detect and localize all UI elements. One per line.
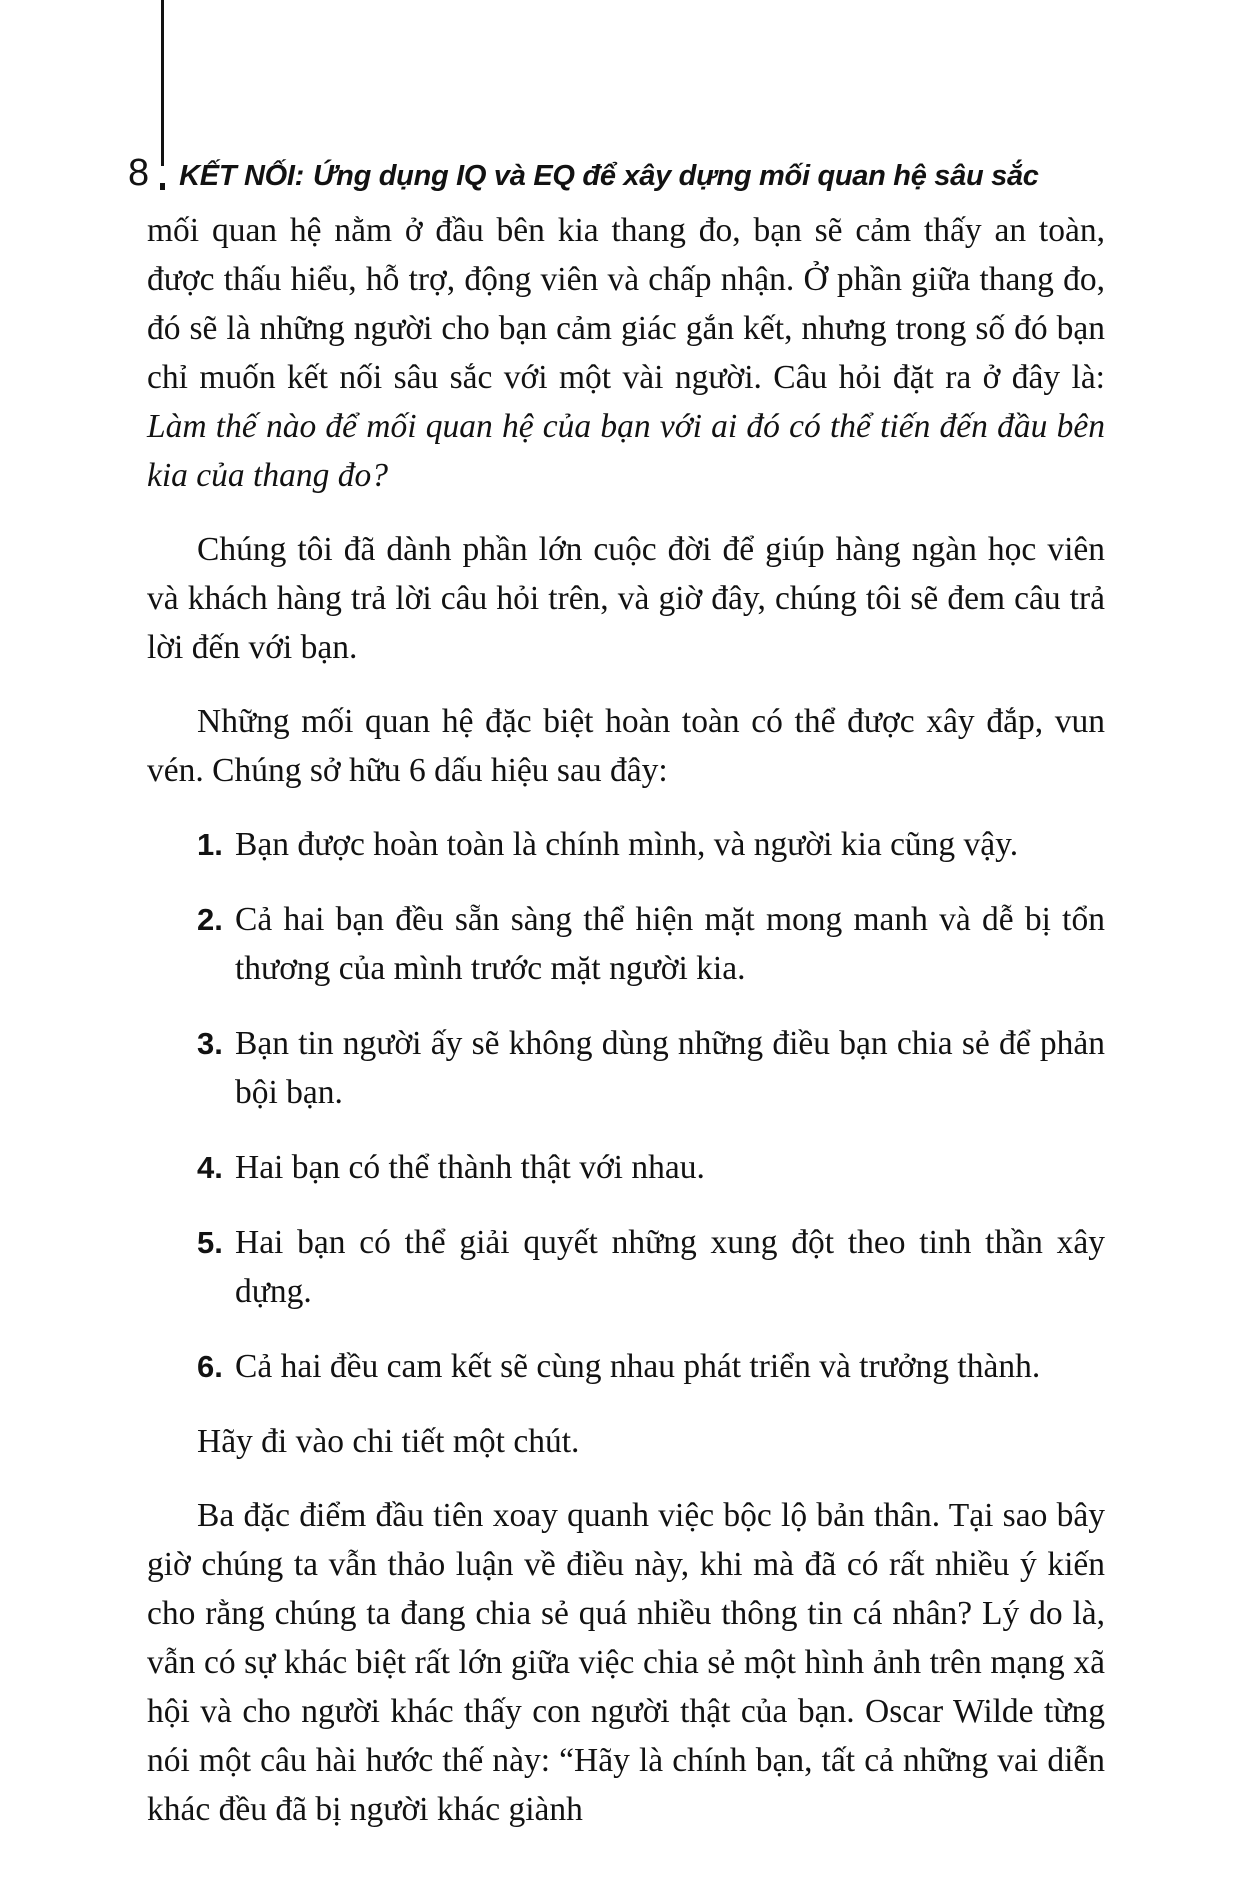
paragraph-text: Ba đặc điểm đầu tiên xoay quanh việc bộc lộ bản thân. Tại sao bây giờ chúng ta vẫn thảo luận về điều này, khi mà đã có rất nhiều ý kiến cho rằng chúng ta đang chia sẻ quá nhiều thông tin cá nhân? Lý do là, vẫn có sự khác biệt rất lớn giữa việc chia sẻ một hình ảnh trên mạng xã hội và cho người khác thấy con người thật của bạn. Oscar Wilde từng nói một câu hài hước thế này: “Hãy là chính bạn, tất cả những vai diễn khác đều đã bị người khác giành (147, 1497, 1105, 1828)
list-item-text: Hai bạn có thể giải quyết những xung đột theo tinh thần xây dựng. (235, 1224, 1105, 1310)
page-header (128, 152, 1125, 197)
book-subtitle: Ứng dụng IQ và EQ để xây dựng mối quan hệ sâu sắc (313, 160, 1039, 192)
list-item-number: 5. (197, 1225, 223, 1260)
paragraph (147, 1491, 1105, 1834)
list-item-text: Bạn được hoàn toàn là chính mình, và người kia cũng vậy. (235, 826, 1019, 863)
paragraph-text: Những mối quan hệ đặc biệt hoàn toàn có thể được xây đắp, vun vén. Chúng sở hữu 6 dấu hiệu sau đây: (147, 703, 1105, 789)
list-item-number: 6. (197, 1349, 223, 1384)
list-item (147, 1019, 1105, 1117)
paragraph-text: mối quan hệ nằm ở đầu bên kia thang đo, bạn sẽ cảm thấy an toàn, được thấu hiểu, hỗ trợ, động viên và chấp nhận. Ở phần giữa thang đo, đó sẽ là những người cho bạn cảm giác gắn kết, nhưng trong số đó bạn chỉ muốn kết nối sâu sắc với một vài người. Câu hỏi đặt ra ở đây là: (147, 212, 1105, 396)
list-item (147, 895, 1105, 993)
page-body (147, 206, 1105, 1859)
list-item-number: 3. (197, 1026, 223, 1061)
book-title: KẾT NỐI: (179, 160, 305, 192)
list-item-number: 1. (197, 827, 223, 862)
list-item (147, 1218, 1105, 1316)
list-item-text: Cả hai đều cam kết sẽ cùng nhau phát triển và trưởng thành. (235, 1348, 1041, 1385)
paragraph (147, 697, 1105, 795)
page-number: 8 (128, 152, 150, 194)
list-item (147, 1342, 1105, 1391)
list-item (147, 1143, 1105, 1192)
top-vertical-rule (161, 0, 164, 166)
list-item-text: Hai bạn có thể thành thật với nhau. (235, 1149, 705, 1186)
paragraph (147, 1417, 1105, 1466)
paragraph (147, 206, 1105, 500)
list-item (147, 820, 1105, 869)
list-item-text: Bạn tin người ấy sẽ không dùng những điều bạn chia sẻ để phản bội bạn. (235, 1025, 1105, 1111)
running-head (179, 155, 1038, 197)
paragraph-text: Chúng tôi đã dành phần lớn cuộc đời để giúp hàng ngàn học viên và khách hàng trả lời câu hỏi trên, và giờ đây, chúng tôi sẽ đem câu trả lời đến với bạn. (147, 531, 1105, 666)
paragraph-text: Hãy đi vào chi tiết một chút. (197, 1423, 580, 1460)
paragraph (147, 525, 1105, 672)
paragraph-text-italic: Làm thế nào để mối quan hệ của bạn với ai đó có thể tiến đến đầu bên kia của thang đo? (147, 408, 1105, 494)
list-item-number: 2. (197, 902, 223, 937)
list-item-number: 4. (197, 1150, 223, 1185)
numbered-list (147, 820, 1105, 1391)
list-item-text: Cả hai bạn đều sẵn sàng thể hiện mặt mong manh và dễ bị tổn thương của mình trước mặt người kia. (235, 901, 1105, 987)
